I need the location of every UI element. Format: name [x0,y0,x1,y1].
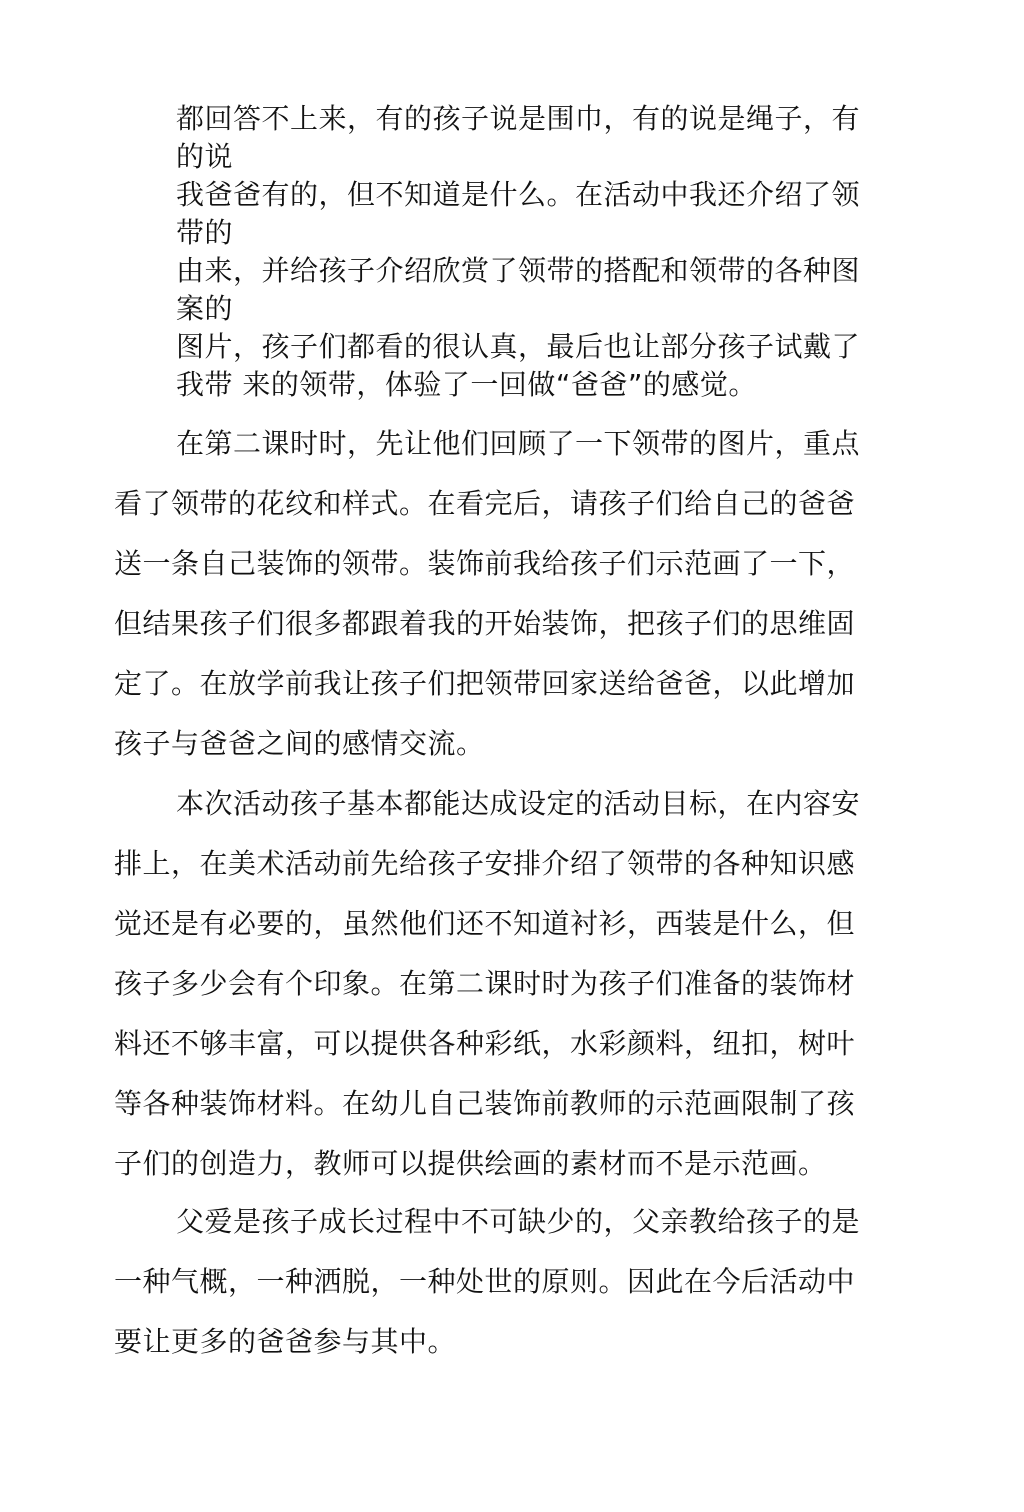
text-line: 但结果孩子们很多都跟着我的开始装饰，把孩子们的思维固 [114,607,856,640]
text-line: 孩子与爸爸之间的感情交流。 [114,727,485,760]
text-line: 都回答不上来，有的孩子说是围巾，有的说是绳子，有 [176,102,861,135]
text-line: 等各种装饰材料。在幼儿自己装饰前教师的示范画限制了孩 [114,1087,856,1120]
text-line: 排上，在美术活动前先给孩子安排介绍了领带的各种知识感 [114,847,856,880]
text-line: 的说 [176,140,234,173]
text-line: 定了。在放学前我让孩子们把领带回家送给爸爸，以此增加 [114,667,856,700]
paragraph-conclusion [114,1192,894,1372]
text-line: 料还不够丰富，可以提供各种彩纸，水彩颜料，纽扣，树叶 [114,1027,856,1060]
intro-block [176,100,896,404]
text-line: 带的 [176,216,234,249]
text-line: 我带 来的领带，体验了一回做“爸爸”的感觉。 [176,368,757,401]
text-line: 孩子多少会有个印象。在第二课时时为孩子们准备的装饰材 [114,967,856,1000]
text-line: 觉还是有必要的，虽然他们还不知道衬衫，西装是什么，但 [114,907,856,940]
text-line: 由来，并给孩子介绍欣赏了领带的搭配和领带的各种图 [176,254,861,287]
text-line: 送一条自己装饰的领带。装饰前我给孩子们示范画了一下， [114,547,856,580]
text-line: 图片，孩子们都看的很认真，最后也让部分孩子试戴了 [176,330,861,363]
text-line: 子们的创造力，教师可以提供绘画的素材而不是示范画。 [114,1147,827,1180]
text-line: 案的 [176,292,234,325]
paragraph-second-lesson [114,414,894,774]
text-line: 本次活动孩子基本都能达成设定的活动目标，在内容安 [176,787,861,820]
text-line: 看了领带的花纹和样式。在看完后，请孩子们给自己的爸爸 [114,487,856,520]
text-line: 要让更多的爸爸参与其中。 [114,1325,457,1358]
text-line: 父爱是孩子成长过程中不可缺少的，父亲教给孩子的是 [176,1205,861,1238]
text-line: 在第二课时时，先让他们回顾了一下领带的图片，重点 [176,427,861,460]
paragraph-reflection [114,774,894,1194]
text-line: 一种气概，一种洒脱，一种处世的原则。因此在今后活动中 [114,1265,856,1298]
text-line: 我爸爸有的，但不知道是什么。在活动中我还介绍了领 [176,178,861,211]
